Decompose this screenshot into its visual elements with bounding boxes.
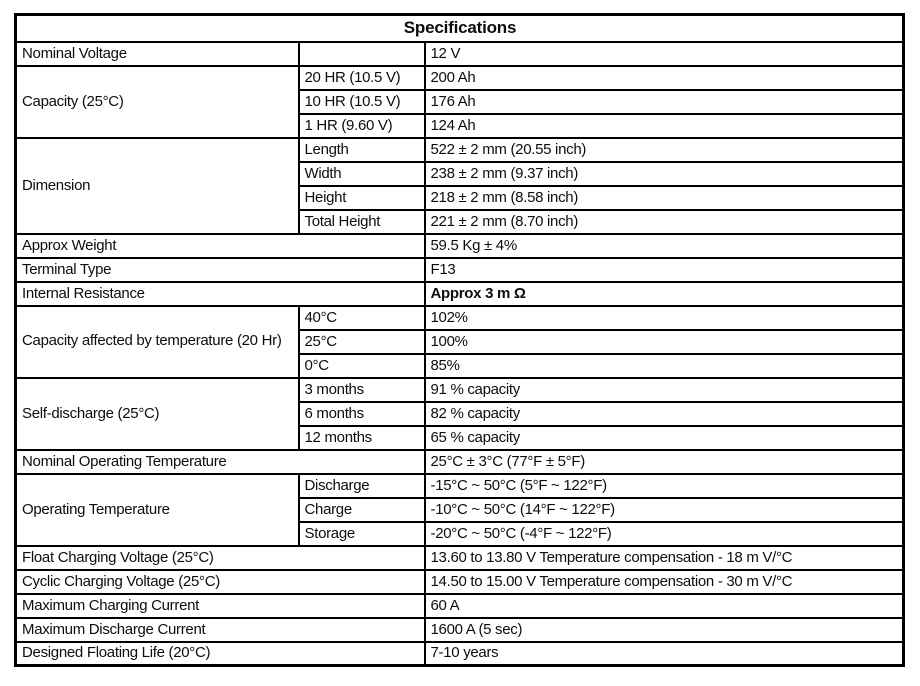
spec-value: 14.50 to 15.00 V Temperature compensation - 30 m V/°C <box>425 570 904 594</box>
spec-value: 1600 A (5 sec) <box>425 618 904 642</box>
spec-sub: Height <box>299 186 425 210</box>
table-row <box>16 594 904 618</box>
spec-label: Nominal Operating Temperature <box>16 450 425 474</box>
spec-value: 238 ± 2 mm (9.37 inch) <box>425 162 904 186</box>
table-row <box>16 618 904 642</box>
spec-label: Capacity (25°C) <box>16 66 299 138</box>
spec-value: F13 <box>425 258 904 282</box>
table-row <box>16 282 904 306</box>
spec-label: Approx Weight <box>16 234 425 258</box>
spec-sub: 0°C <box>299 354 425 378</box>
spec-label: Terminal Type <box>16 258 425 282</box>
spec-value: 65 % capacity <box>425 426 904 450</box>
spec-value: 60 A <box>425 594 904 618</box>
spec-value: 124 Ah <box>425 114 904 138</box>
table-title: Specifications <box>16 15 904 42</box>
spec-sub: 40°C <box>299 306 425 330</box>
spec-label: Self-discharge (25°C) <box>16 378 299 450</box>
table-row <box>16 66 904 90</box>
spec-label: Float Charging Voltage (25°C) <box>16 546 425 570</box>
spec-label: Nominal Voltage <box>16 42 299 66</box>
spec-sub: 6 months <box>299 402 425 426</box>
spec-label: Capacity affected by temperature (20 Hr) <box>16 306 299 378</box>
spec-value: 102% <box>425 306 904 330</box>
spec-value: 59.5 Kg ± 4% <box>425 234 904 258</box>
spec-sub: 25°C <box>299 330 425 354</box>
spec-sub: 3 months <box>299 378 425 402</box>
spec-sub: 10 HR (10.5 V) <box>299 90 425 114</box>
spec-sub: 12 months <box>299 426 425 450</box>
spec-sub: Discharge <box>299 474 425 498</box>
spec-value: 85% <box>425 354 904 378</box>
spec-label: Designed Floating Life (20°C) <box>16 642 425 666</box>
spec-value: Approx 3 m Ω <box>425 282 904 306</box>
spec-sub: 1 HR (9.60 V) <box>299 114 425 138</box>
spec-value: 200 Ah <box>425 66 904 90</box>
table-header-row <box>16 15 904 42</box>
table-row <box>16 450 904 474</box>
spec-sub: Total Height <box>299 210 425 234</box>
table-row <box>16 258 904 282</box>
table-row <box>16 474 904 498</box>
spec-label: Operating Temperature <box>16 474 299 546</box>
spec-value: -15°C ~ 50°C (5°F ~ 122°F) <box>425 474 904 498</box>
spec-label: Maximum Charging Current <box>16 594 425 618</box>
spec-value: -10°C ~ 50°C (14°F ~ 122°F) <box>425 498 904 522</box>
spec-value: 176 Ah <box>425 90 904 114</box>
spec-value: 25°C ± 3°C (77°F ± 5°F) <box>425 450 904 474</box>
table-row <box>16 306 904 330</box>
spec-value: 7-10 years <box>425 642 904 666</box>
table-row <box>16 234 904 258</box>
spec-value: 218 ± 2 mm (8.58 inch) <box>425 186 904 210</box>
spec-sub: Length <box>299 138 425 162</box>
spec-value: 221 ± 2 mm (8.70 inch) <box>425 210 904 234</box>
spec-label: Dimension <box>16 138 299 234</box>
spec-label: Internal Resistance <box>16 282 425 306</box>
spec-value: 12 V <box>425 42 904 66</box>
spec-value: 13.60 to 13.80 V Temperature compensation - 18 m V/°C <box>425 546 904 570</box>
spec-value: -20°C ~ 50°C (-4°F ~ 122°F) <box>425 522 904 546</box>
specifications-table <box>14 13 905 667</box>
spec-label: Cyclic Charging Voltage (25°C) <box>16 570 425 594</box>
spec-label: Maximum Discharge Current <box>16 618 425 642</box>
spec-sub: Storage <box>299 522 425 546</box>
table-row <box>16 570 904 594</box>
spec-sub: 20 HR (10.5 V) <box>299 66 425 90</box>
table-row <box>16 378 904 402</box>
table-row <box>16 138 904 162</box>
spec-sub: Charge <box>299 498 425 522</box>
spec-value: 100% <box>425 330 904 354</box>
table-row <box>16 546 904 570</box>
spec-sub: Width <box>299 162 425 186</box>
table-row <box>16 42 904 66</box>
table-row <box>16 642 904 666</box>
spec-value: 522 ± 2 mm (20.55 inch) <box>425 138 904 162</box>
spec-sub <box>299 42 425 66</box>
spec-value: 82 % capacity <box>425 402 904 426</box>
spec-value: 91 % capacity <box>425 378 904 402</box>
